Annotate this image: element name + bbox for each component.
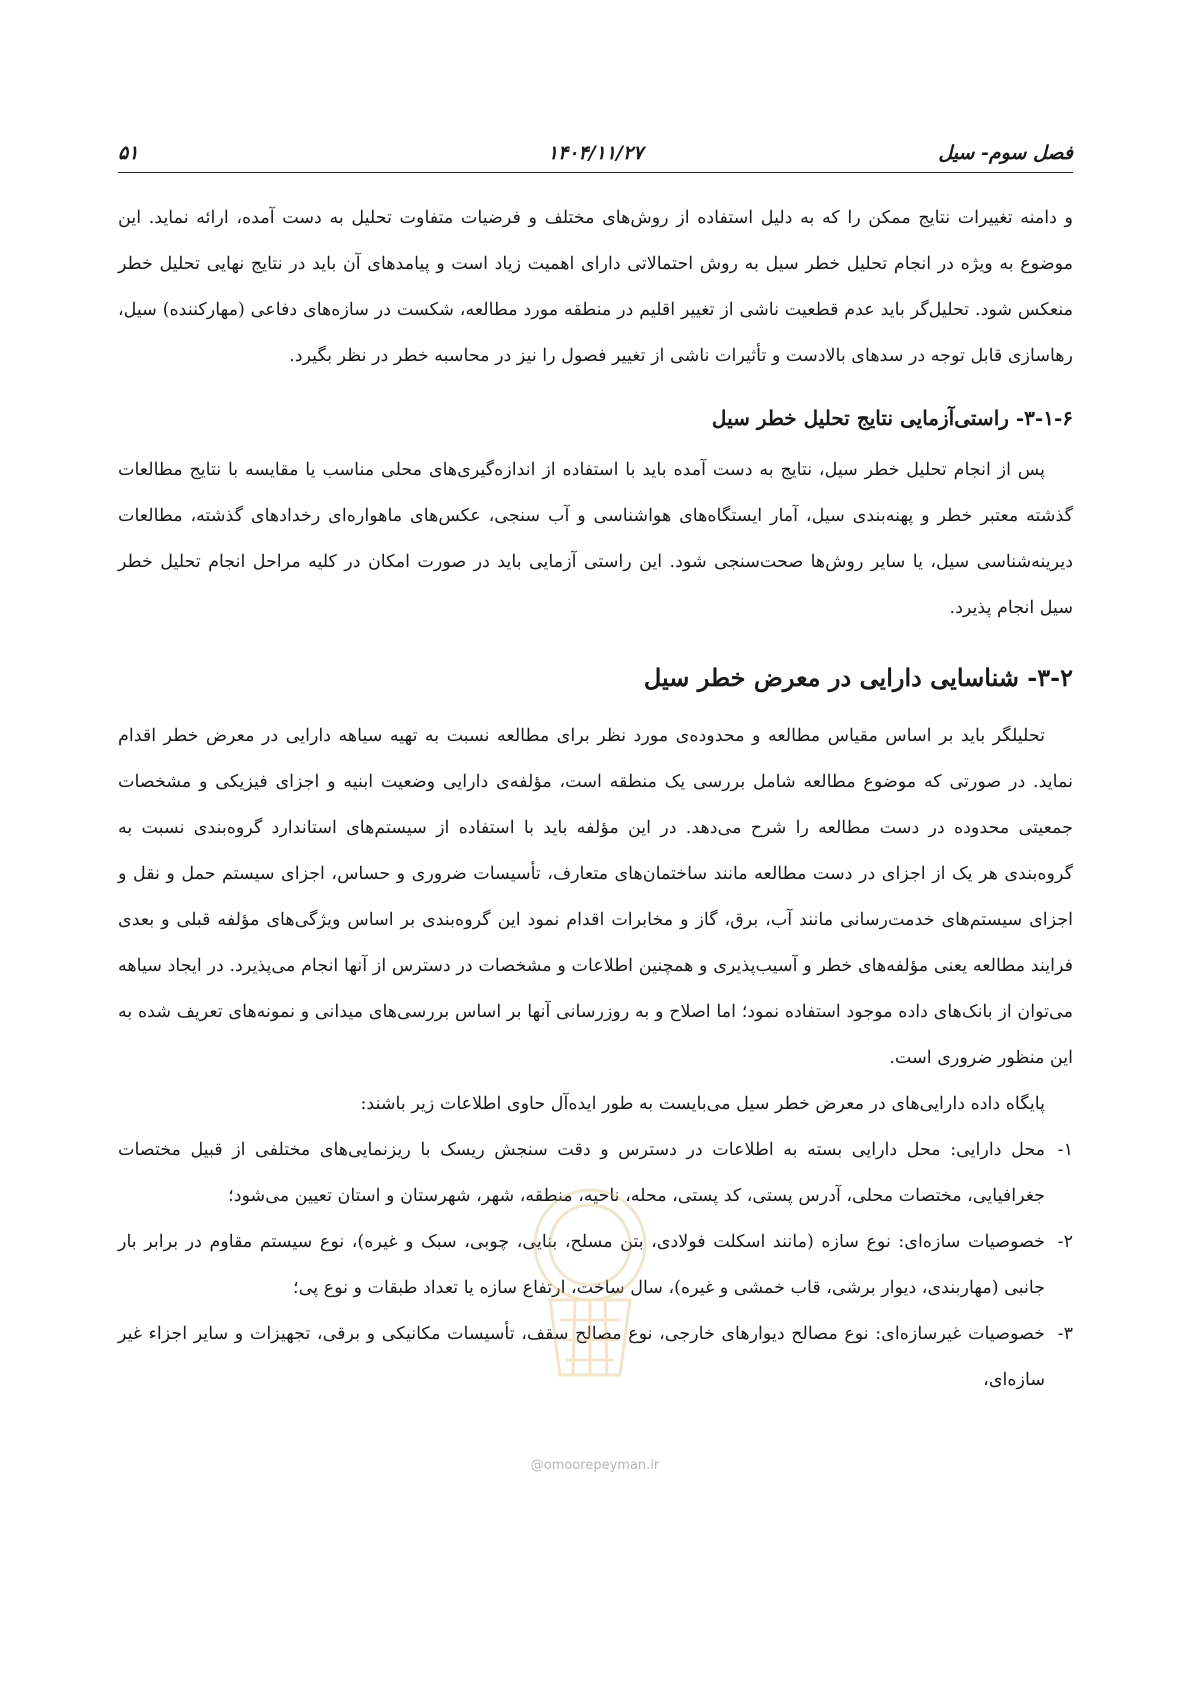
intro-paragraph: و دامنه تغییرات نتایج ممکن را که به دلیل استفاده از روش‌های مختلف و فرضیات متفاوت تحلیل به دست آمده، ارائه نماید. این موضوع به ویژه در انجام تحلیل خطر سیل به روش احتمالاتی دارای اهمیت زیاد است و پیامدهای آن باید در نتایج نهایی تحلیل خطر منعکس شود. تحلیل‌گر باید عدم قطعیت ناشی از تغییر اقلیم در منطقه مورد مطالعه، شکست در سازه‌های دفاعی (مهارکننده) سیل، رهاسازی قابل توجه در سدهای بالادست و تأثیرات ناشی از تغییر فصول را نیز در محاسبه خطر در نظر بگیرد.: [118, 208, 1073, 366]
list-item-text: خصوصیات غیرسازه‌ای: نوع مصالح دیوارهای خارجی، نوع مصالح سقف، تأسیسات مکانیکی و برقی، تجهیزات و سایر اجزاء غیر سازه‌ای،: [118, 1324, 1045, 1390]
list-item-text: خصوصیات سازه‌ای: نوع سازه (مانند اسکلت فولادی، بتن مسلح، بنایی، چوبی، سبک و غیره)، نوع سیستم مقاوم در برابر بار جانبی (مهاربندی، دیوار برشی، قاب خمشی و غیره)، سال ساخت، ارتفاع سازه یا تعداد طبقات و نوع پی؛: [118, 1232, 1045, 1298]
chapter-title: فصل سوم- سیل: [938, 142, 1073, 164]
database-paragraph: پایگاه داده دارایی‌های در معرض خطر سیل می‌بایست به طور ایده‌آل حاوی اطلاعات زیر باشند:: [360, 1094, 1045, 1114]
list-item-text: محل دارایی: محل دارایی بسته به اطلاعات در دسترس و دقت سنجش ریسک با ریزنمایی‌های مختلفی از قبیل مختصات جغرافیایی، مختصات محلی، آدرس پستی، کد پستی، محله، ناحیه، منطقه، شهر، شهرستان و استان تعیین می‌شود؛: [118, 1140, 1045, 1206]
page-header: [118, 138, 1073, 173]
header-date: ۱۴۰۴/۱۱/۲۷: [547, 142, 644, 164]
assets-paragraph: تحلیلگر باید بر اساس مقیاس مطالعه و محدوده‌ی مورد نظر برای مطالعه نسبت به تهیه سیاهه دارایی در معرض خطر اقدام نماید. در صورتی که موضوع مطالعه شامل بررسی یک منطقه است، مؤلفه‌ی دارایی وضعیت ابنیه و اجزای فیزیکی و مشخصات جمعیتی محدوده در دست مطالعه را شرح می‌دهد. در این مؤلفه باید با استفاده از سیستم‌های استاندارد گروه‌بندی نسبت به گروه‌بندی هر یک از اجزای در دست مطالعه مانند ساختمان‌های متعارف، تأسیسات ضروری و حساس، اجزای سیستم حمل و نقل و اجزای سیستم‌های خدمت‌رسانی مانند آب، برق، گاز و مخابرات اقدام نمود این گروه‌بندی بر اساس ویژگی‌های مؤلفه قبلی و بعدی فرایند مطالعه یعنی مؤلفه‌های خطر و آسیب‌پذیری و همچنین اطلاعات و مشخصات در دسترس از آنها انجام می‌پذیرد. در ایجاد سیاهه می‌توان از بانک‌های داده موجود استفاده نمود؛ اما اصلاح و به روزرسانی آنها بر اساس بررسی‌های میدانی و نمونه‌های تعریف شده به این منظور ضروری است.: [118, 726, 1073, 1068]
watermark-logo-icon: [515, 1175, 665, 1385]
watermark-text: @omoorepeyman.ir: [530, 1458, 660, 1473]
validation-paragraph: پس از انجام تحلیل خطر سیل، نتایج به دست آمده باید با استفاده از اندازه‌گیری‌های محلی مناسب یا مقایسه با نتایج مطالعات گذشته معتبر خطر و پهنه‌بندی سیل، آمار ایستگاه‌های هواشناسی و آب سنجی، عکس‌های ماهواره‌ای رخدادهای گذشته، مطالعات دیرینه‌شناسی سیل، یا سایر روش‌ها صحت‌سنجی شود. این راستی آزمایی باید در صورت امکان در کلیه مراحل انجام تحلیل خطر سیل انجام پذیرد.: [118, 460, 1073, 618]
page-number: ۵۱: [118, 142, 139, 164]
subsection-heading: ۳-۱-۶- راستی‌آزمایی نتایج تحلیل خطر سیل: [711, 406, 1073, 430]
list-item-number: ۳-: [1057, 1324, 1073, 1344]
section-heading: ۳-۲- شناسایی دارایی در معرض خطر سیل: [643, 663, 1073, 692]
list-item-number: ۱-: [1057, 1140, 1073, 1160]
list-item-number: ۲-: [1057, 1232, 1073, 1252]
